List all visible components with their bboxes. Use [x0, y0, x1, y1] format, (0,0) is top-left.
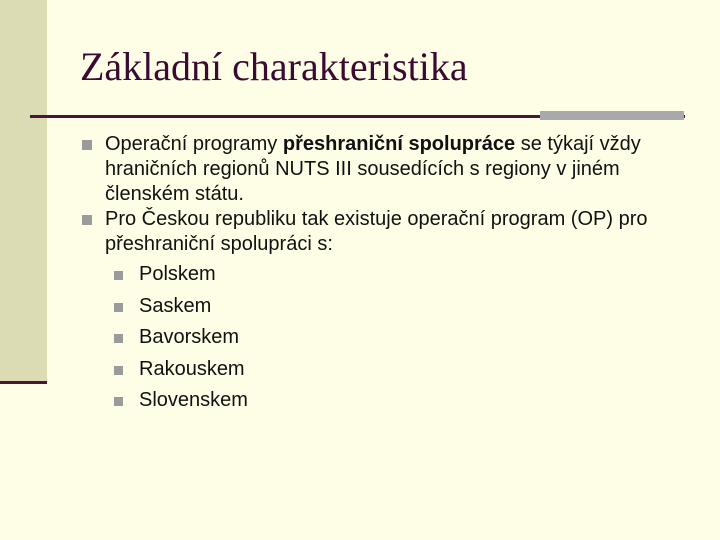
- bullet-1-bold: přeshraniční spolupráce: [282, 133, 516, 155]
- bullet-1-suffix: se týkají vždy hraničních regionů NUTS III sousedících s regiony v jiném členském státu.: [105, 133, 641, 205]
- title-underline-accent: [540, 111, 684, 120]
- sub-item-label: Slovenskem: [139, 389, 248, 411]
- sub-item-saskem: [78, 291, 688, 323]
- sub-item-rakouskem: [78, 354, 688, 386]
- bullet-item-2: [78, 207, 688, 257]
- square-bullet-icon: [114, 366, 123, 375]
- bullet-1-prefix: Operační programy: [105, 133, 283, 155]
- square-bullet-icon: [114, 303, 123, 312]
- square-bullet-icon: [82, 215, 92, 225]
- slide-content: [78, 132, 688, 417]
- square-bullet-icon: [82, 140, 92, 150]
- sub-item-bavorskem: [78, 322, 688, 354]
- bullet-item-1: [78, 132, 688, 207]
- sub-item-label: Rakouskem: [139, 357, 245, 380]
- square-bullet-icon: [114, 397, 123, 406]
- country-list: [78, 259, 688, 417]
- left-band-divider: [0, 381, 47, 384]
- sub-item-slovenskem: [78, 385, 688, 417]
- sub-item-polskem: [78, 259, 688, 291]
- bullet-2-text: Pro Českou republiku tak existuje operační program (OP) pro přeshraniční spolupráci s:: [105, 208, 648, 255]
- sub-item-label: Bavorskem: [139, 326, 240, 348]
- left-decorative-band: [0, 0, 47, 383]
- square-bullet-icon: [114, 334, 123, 343]
- slide-title: Základní charakteristika: [80, 44, 468, 89]
- sub-item-label: Polskem: [139, 263, 216, 285]
- square-bullet-icon: [114, 271, 123, 280]
- sub-item-label: Saskem: [139, 294, 212, 317]
